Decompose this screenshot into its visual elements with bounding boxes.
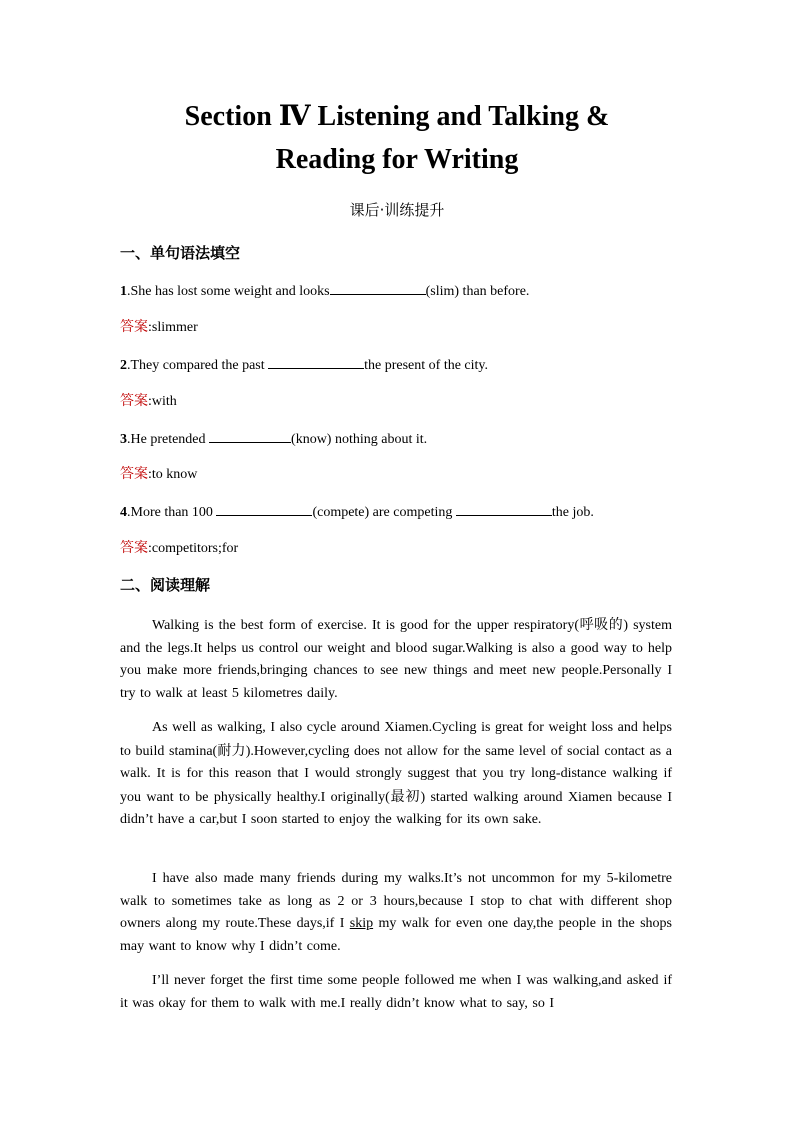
answer-3 (120, 464, 197, 485)
paragraph-text: I’ll never forget the first time some people followed me when I was walking,and asked if it was okay for them to walk with me.I really didn’t know what to say, so I (120, 973, 672, 1011)
answer-4 (120, 538, 238, 559)
section-heading-reading: 二、阅读理解 (120, 576, 211, 594)
question-4 (120, 501, 594, 523)
answer-blank-2 (456, 501, 552, 516)
question-number: 3 (120, 432, 127, 447)
answer-label: 答案 (120, 540, 148, 556)
page-subtitle: 课后·训练提升 (349, 201, 445, 219)
paragraph-3 (120, 868, 672, 958)
answer-1 (120, 317, 198, 338)
question-2 (120, 354, 488, 376)
answer-text: :with (148, 394, 177, 409)
paragraph-text: As well as walking, I also cycle around Xiamen.Cycling is great for weight loss and helps to build stamina( (120, 720, 672, 759)
answer-text: :slimmer (148, 320, 198, 335)
question-hint: the present of the city. (364, 358, 489, 373)
paragraph-1 (120, 614, 672, 705)
paragraph-text: I have also made many friends during my walks.It’s not uncommon for my 5-kilometre walk to sometimes take as long as 2 or 3 hours,because I stop to chat with different shop owners along my route.These days,if I (120, 871, 672, 931)
question-hint: (know) nothing about it. (291, 432, 428, 447)
answer-label: 答案 (120, 466, 148, 482)
reading-passage-p2 (120, 717, 672, 832)
underlined-word: skip (349, 916, 374, 931)
answer-2 (120, 391, 177, 412)
question-text: .She has lost some weight and looks (127, 284, 330, 299)
reading-passage-p4 (120, 970, 672, 1015)
question-number: 4 (120, 505, 127, 520)
paragraph-text: ).However,cycling does not allow for the same level of social contact as a walk. It is for this reason that I would strongly suggest that you try long-distance walking if you want to be physically healthy.I originally( (120, 743, 672, 805)
answer-blank (330, 280, 426, 295)
paragraph-4 (120, 970, 672, 1015)
answer-blank (209, 428, 291, 443)
question-text: .He pretended (127, 432, 210, 447)
paragraph-text: ) started walking around Xiamen because I didn’t have a car,but I soon started to enjoy the walking for its own sake. (120, 789, 673, 827)
answer-text: :competitors;for (148, 541, 239, 556)
page-title-line-2: Reading for Writing (275, 144, 519, 175)
paragraph-text: my walk for even one day,the people in the shops may want to know why I didn’t come. (120, 916, 673, 954)
question-hint: (slim) than before. (425, 284, 530, 299)
question-text-end: the job. (551, 505, 594, 520)
paragraph-text: Walking is the best form of exercise. It is good for the upper respiratory( (152, 618, 579, 633)
gloss-text: 最初 (389, 788, 421, 805)
section-heading-grammar: 一、单句语法填空 (120, 244, 241, 262)
gloss-text: 呼吸的 (578, 617, 624, 633)
reading-passage-p1 (120, 614, 672, 705)
question-hint: (compete) are competing (312, 505, 456, 520)
page-title-line-1: Section Ⅳ Listening and Talking & (184, 101, 610, 132)
answer-text: :to know (148, 467, 198, 482)
answer-label: 答案 (120, 319, 148, 335)
question-text: .More than 100 (127, 505, 217, 520)
gloss-text: 耐力 (217, 742, 246, 759)
paragraph-text: ) system and the legs.It helps us control our weight and blood sugar.Walking is also a good way to help you make more friends,bringing chances to see new things and meet new people.Personally I try to walk at least 5 kilometres daily. (120, 618, 673, 701)
answer-blank (216, 501, 312, 516)
question-number: 2 (120, 358, 127, 373)
answer-label: 答案 (120, 393, 148, 409)
question-1 (120, 280, 529, 302)
reading-passage-p3 (120, 868, 672, 958)
paragraph-2 (120, 717, 672, 832)
question-text: .They compared the past (127, 358, 269, 373)
question-3 (120, 428, 427, 450)
answer-blank (268, 354, 364, 369)
question-number: 1 (120, 284, 127, 299)
